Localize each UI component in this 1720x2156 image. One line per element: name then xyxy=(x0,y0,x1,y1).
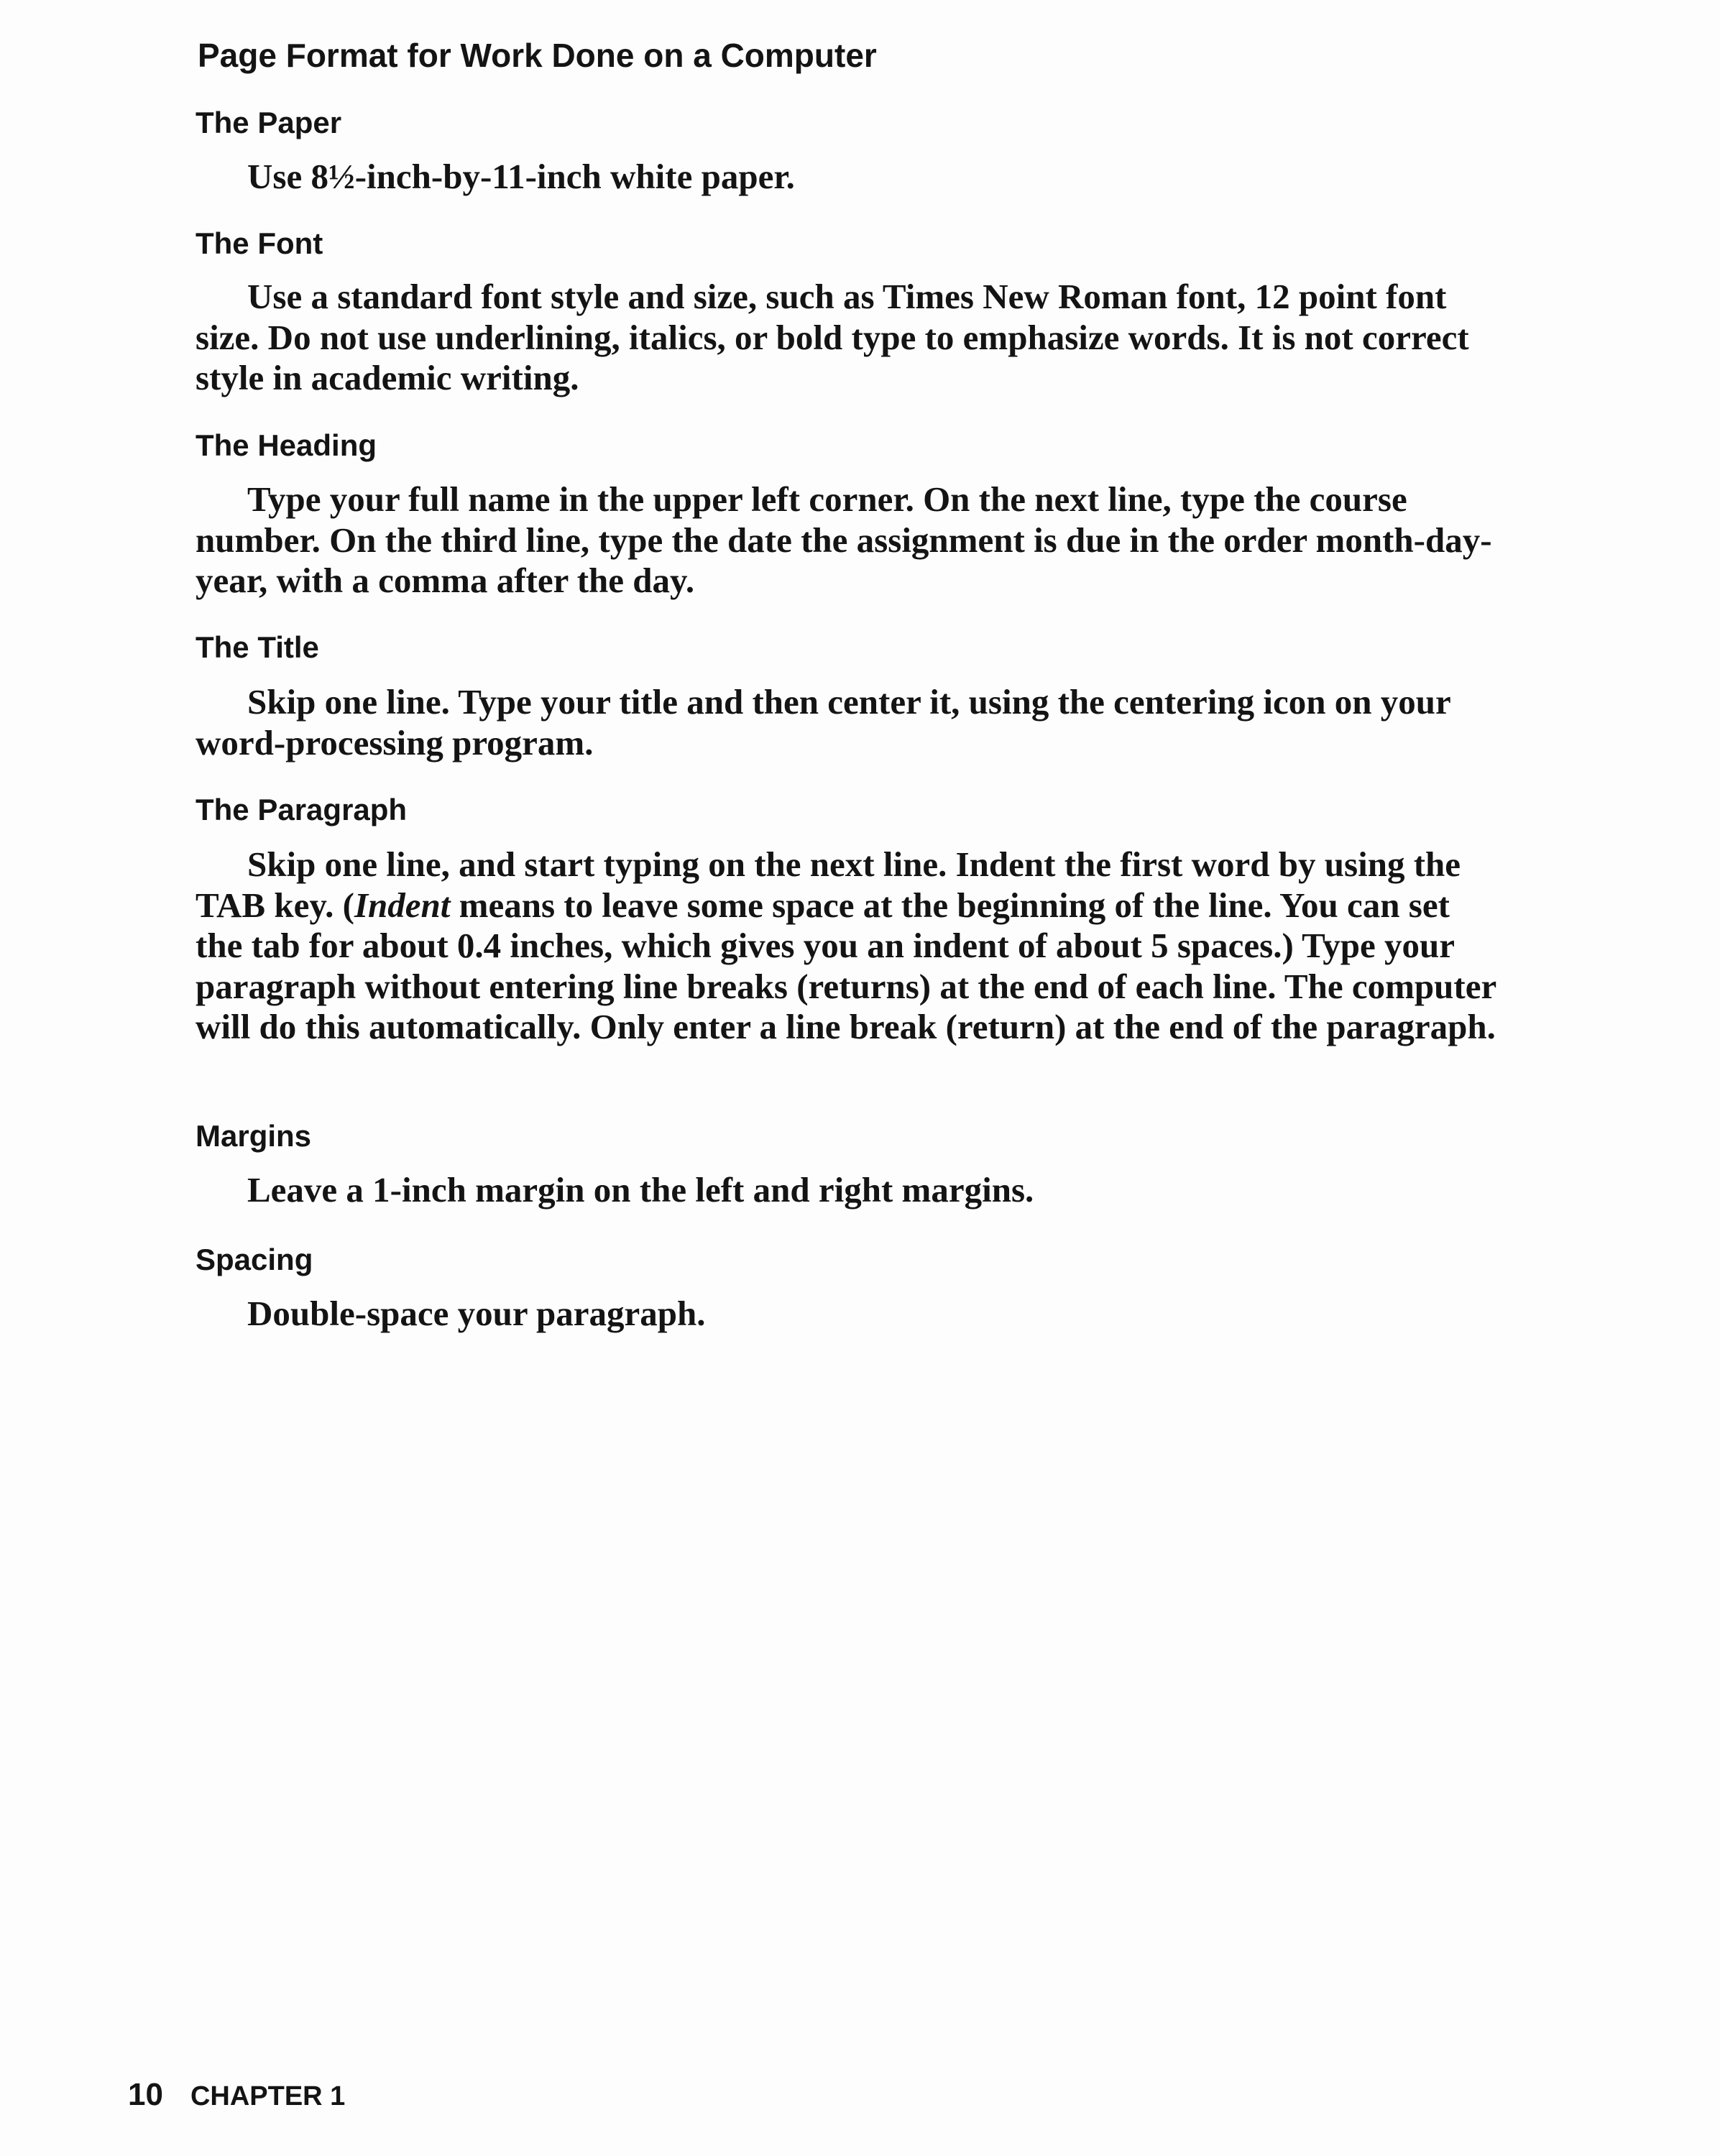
section-heading-paragraph: The Paragraph xyxy=(196,793,408,826)
section-heading-font: The Font xyxy=(196,226,323,260)
page-number: 10 xyxy=(128,2077,163,2112)
section-body-font: Use a standard font style and size, such as Times New Roman font, 12 point font size. Do not use underlining, italics, or bold type to emphasize words. It is not correct style in academic writing. xyxy=(196,277,1469,397)
section-heading-heading: The Heading xyxy=(196,428,377,462)
section-heading-spacing: Spacing xyxy=(196,1243,313,1276)
chapter-label: CHAPTER 1 xyxy=(190,2081,346,2111)
section-heading-title: The Title xyxy=(196,630,319,664)
section-body-heading: Type your full name in the upper left corner. On the next line, type the course number. On the third line, type the date the assignment is due in the order month-day-year, with a comma after the day. xyxy=(196,479,1492,600)
section-body-paper: Use 8½-inch-by-11-inch white paper. xyxy=(247,157,795,196)
paragraph-text-before: Skip one line, and start typing on the next line. Indent the first word by using the TAB key. ( xyxy=(196,844,1461,925)
page-footer xyxy=(128,2077,345,2113)
paragraph-italic-term: Indent xyxy=(354,885,451,925)
section-body-title: Skip one line. Type your title and then center it, using the centering icon on your word-processing program. xyxy=(196,682,1450,763)
section-body-paragraph xyxy=(196,844,1496,1048)
section-body-margins: Leave a 1-inch margin on the left and right margins. xyxy=(247,1170,1034,1210)
section-body-spacing: Double-space your paragraph. xyxy=(247,1294,706,1333)
paragraph-text-after: means to leave some space at the beginning of the line. You can set the tab for about 0.4 inches, which gives you an indent of about 5 spaces.) Type your paragraph without entering line breaks (returns) at the end of each line. The computer will do this automatically. Only enter a line break (return) at the end of the paragraph. xyxy=(196,885,1496,1046)
page-title: Page Format for Work Done on a Computer xyxy=(198,37,877,74)
section-heading-margins: Margins xyxy=(196,1119,312,1153)
section-heading-paper: The Paper xyxy=(196,106,342,139)
